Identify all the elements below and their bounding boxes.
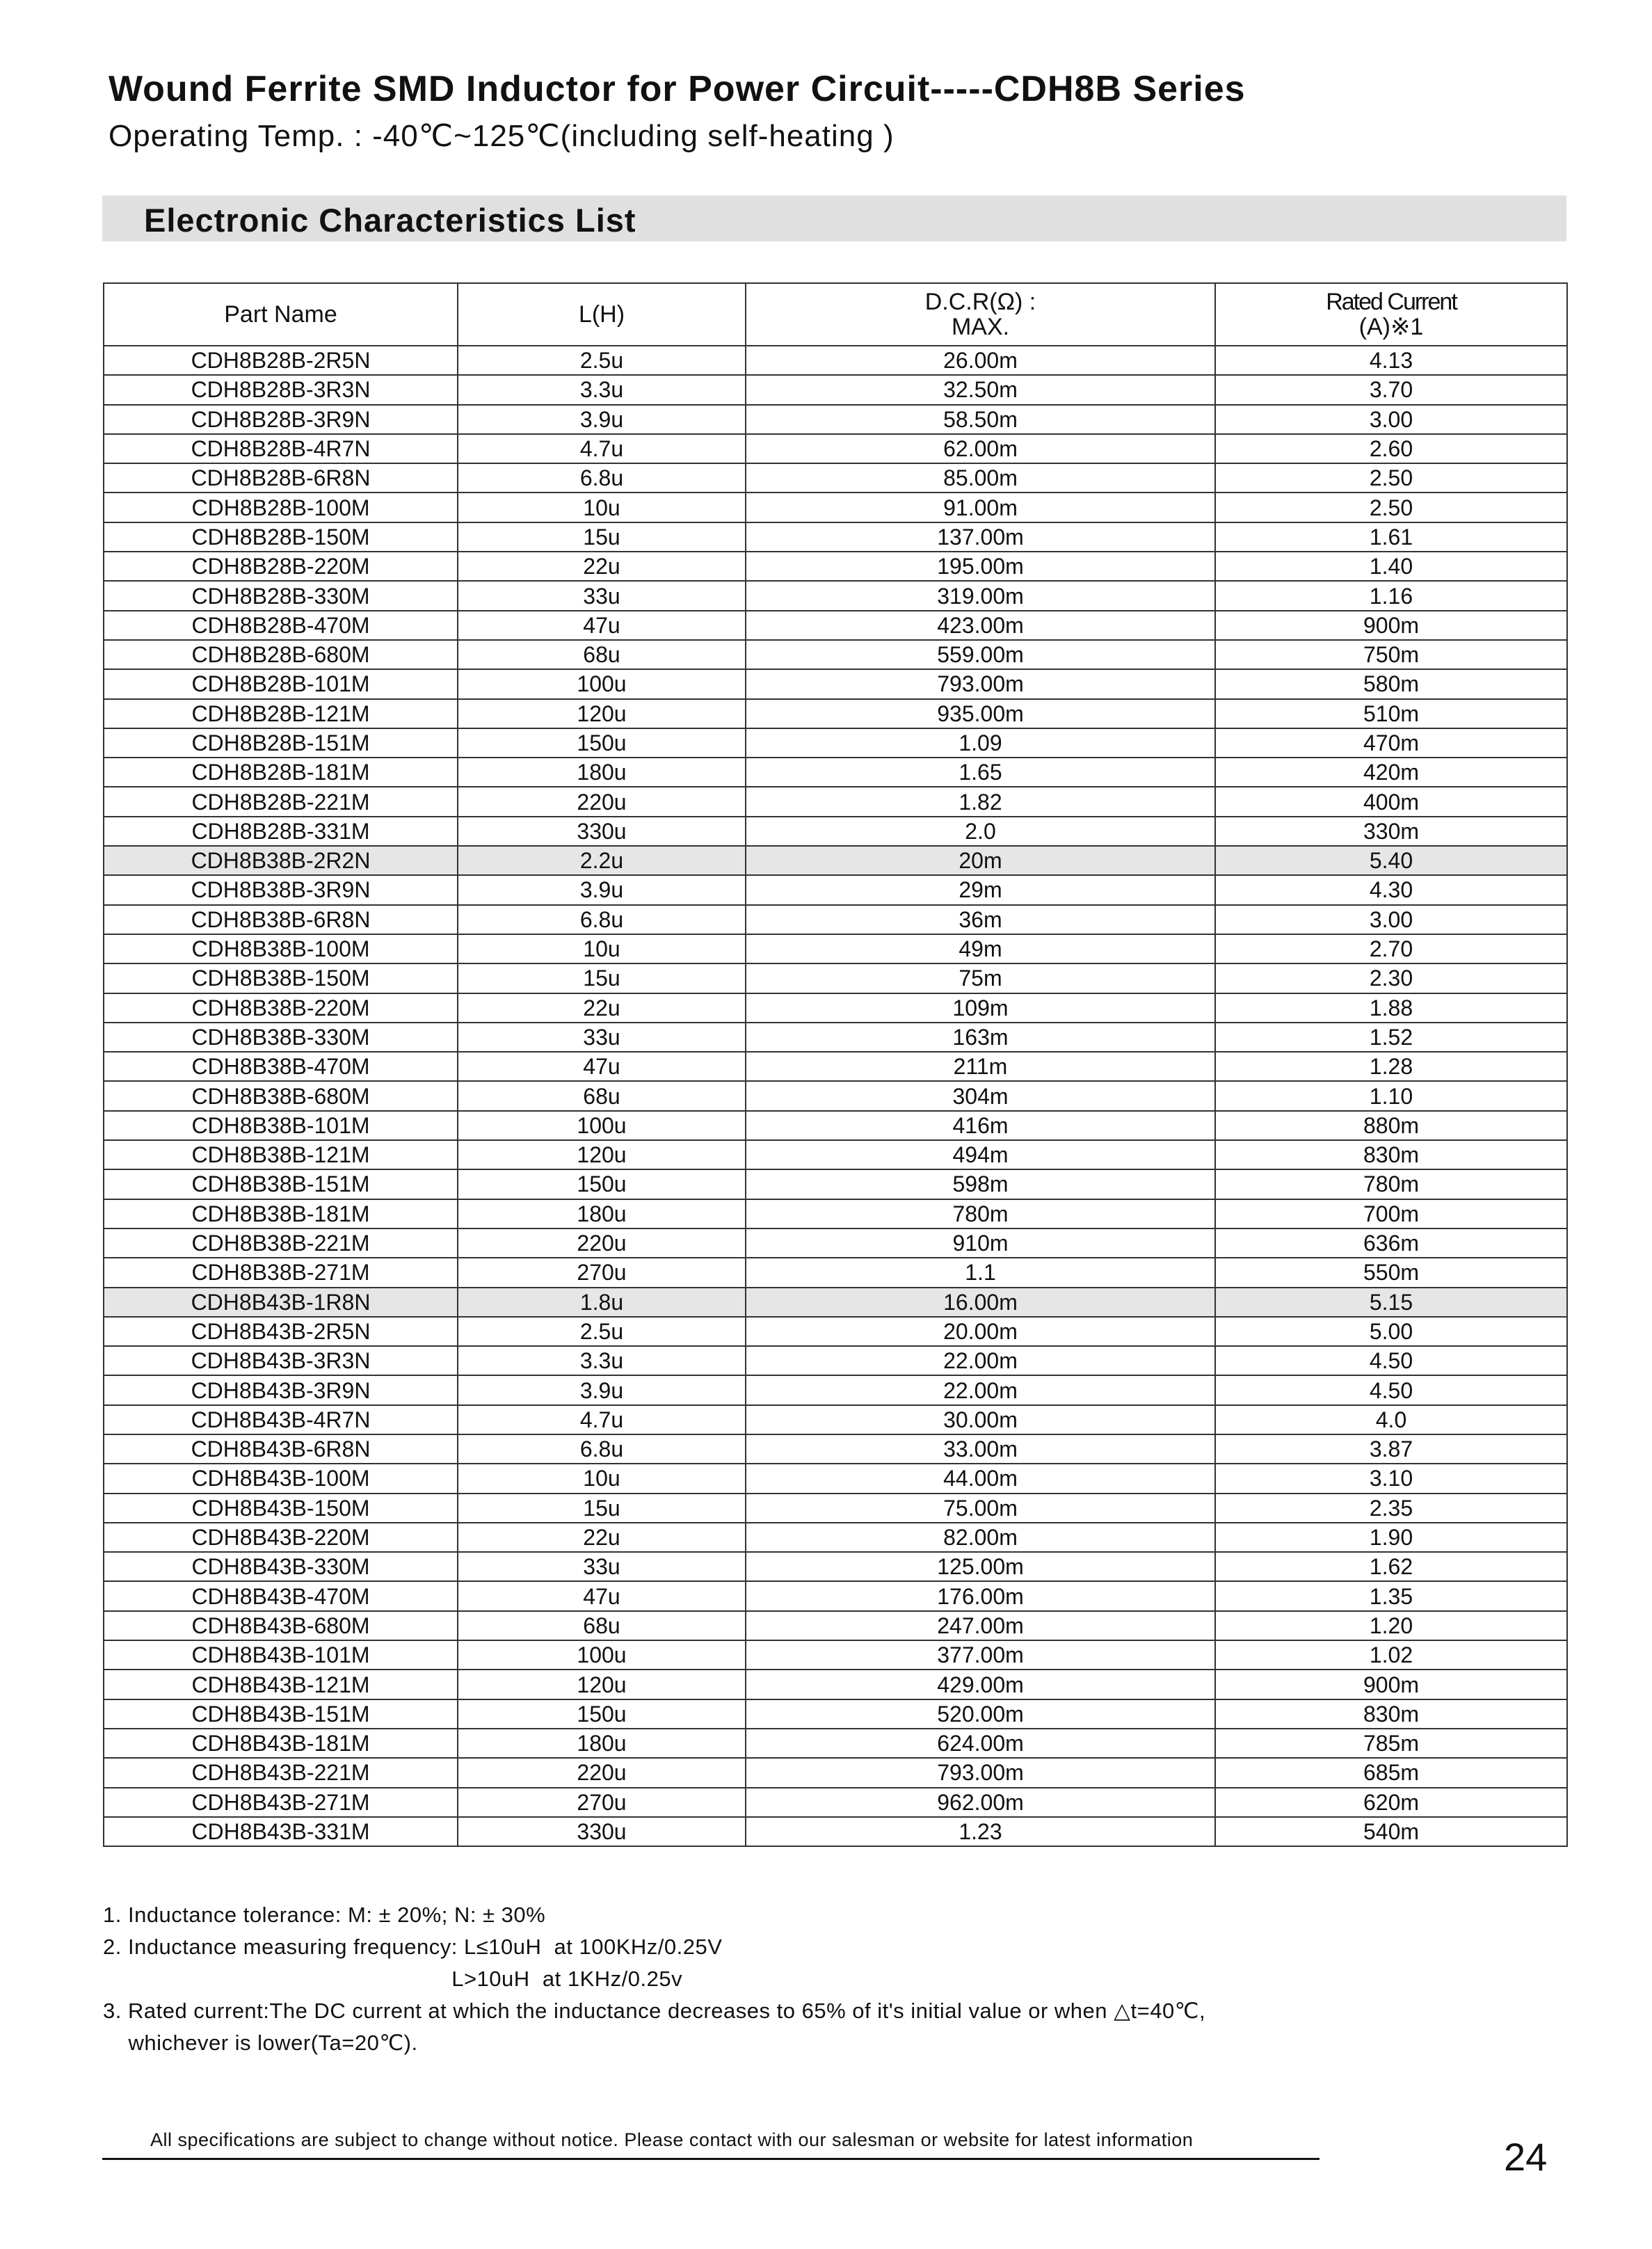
cell-inductance: 1.8u: [458, 1288, 746, 1317]
cell-rated-current: 5.15: [1215, 1288, 1567, 1317]
cell-part-name: CDH8B38B-680M: [104, 1081, 458, 1110]
cell-rated-current: 780m: [1215, 1169, 1567, 1199]
header-dcr: [746, 283, 1215, 346]
cell-part-name: CDH8B43B-220M: [104, 1523, 458, 1552]
cell-dcr: 109m: [746, 993, 1215, 1023]
cell-dcr: 319.00m: [746, 581, 1215, 610]
cell-dcr: 377.00m: [746, 1640, 1215, 1670]
cell-part-name: CDH8B28B-181M: [104, 758, 458, 787]
table-row: [104, 1670, 1567, 1699]
cell-part-name: CDH8B38B-2R2N: [104, 846, 458, 875]
cell-inductance: 270u: [458, 1258, 746, 1287]
cell-rated-current: 3.00: [1215, 405, 1567, 434]
cell-inductance: 120u: [458, 1670, 746, 1699]
cell-part-name: CDH8B28B-221M: [104, 787, 458, 816]
table-row: [104, 1611, 1567, 1640]
cell-rated-current: 1.88: [1215, 993, 1567, 1023]
note-line: L>10uH at 1KHz/0.25v: [103, 1967, 683, 1991]
cell-part-name: CDH8B43B-3R9N: [104, 1375, 458, 1404]
cell-inductance: 68u: [458, 640, 746, 669]
cell-dcr: 304m: [746, 1081, 1215, 1110]
cell-dcr: 1.09: [746, 728, 1215, 758]
cell-dcr: 247.00m: [746, 1611, 1215, 1640]
table-row: [104, 963, 1567, 993]
cell-dcr: 29m: [746, 875, 1215, 904]
cell-part-name: CDH8B43B-150M: [104, 1494, 458, 1523]
cell-dcr: 137.00m: [746, 522, 1215, 552]
table-row: [104, 1729, 1567, 1758]
table-row: [104, 1346, 1567, 1375]
cell-inductance: 3.3u: [458, 1346, 746, 1375]
cell-inductance: 68u: [458, 1081, 746, 1110]
cell-dcr: 49m: [746, 934, 1215, 963]
cell-dcr: 32.50m: [746, 375, 1215, 404]
cell-rated-current: 2.60: [1215, 434, 1567, 463]
table-row: [104, 552, 1567, 581]
cell-part-name: CDH8B38B-470M: [104, 1052, 458, 1081]
cell-inductance: 330u: [458, 817, 746, 846]
cell-part-name: CDH8B43B-221M: [104, 1758, 458, 1787]
section-header-bar: [102, 195, 1566, 241]
cell-rated-current: 1.52: [1215, 1023, 1567, 1052]
table-row: [104, 875, 1567, 904]
cell-inductance: 47u: [458, 611, 746, 640]
cell-inductance: 150u: [458, 1169, 746, 1199]
cell-rated-current: 4.50: [1215, 1346, 1567, 1375]
cell-dcr: 416m: [746, 1111, 1215, 1140]
cell-rated-current: 1.16: [1215, 581, 1567, 610]
note-line: 1. Inductance tolerance: M: ± 20%; N: ± 30%: [103, 1903, 546, 1927]
cell-dcr: 962.00m: [746, 1788, 1215, 1817]
table-row: [104, 1375, 1567, 1404]
cell-dcr: 33.00m: [746, 1434, 1215, 1464]
cell-part-name: CDH8B38B-271M: [104, 1258, 458, 1287]
cell-rated-current: 1.35: [1215, 1581, 1567, 1610]
cell-inductance: 100u: [458, 669, 746, 698]
footer-disclaimer: All specifications are subject to change without notice. Please contact with our salesman or website for latest information: [150, 2129, 1194, 2150]
cell-rated-current: 750m: [1215, 640, 1567, 669]
cell-inductance: 2.5u: [458, 1317, 746, 1346]
table-row: [104, 1199, 1567, 1228]
note-line: 2. Inductance measuring frequency: L≤10uH at 100KHz/0.25V: [103, 1935, 723, 1959]
table-row: [104, 1788, 1567, 1817]
cell-rated-current: 2.50: [1215, 493, 1567, 522]
cell-rated-current: 4.0: [1215, 1405, 1567, 1434]
cell-rated-current: 1.20: [1215, 1611, 1567, 1640]
cell-part-name: CDH8B38B-150M: [104, 963, 458, 993]
cell-inductance: 6.8u: [458, 463, 746, 493]
cell-rated-current: 470m: [1215, 728, 1567, 758]
cell-rated-current: 1.62: [1215, 1552, 1567, 1581]
cell-rated-current: 785m: [1215, 1729, 1567, 1758]
cell-inductance: 6.8u: [458, 905, 746, 934]
cell-inductance: 33u: [458, 1023, 746, 1052]
table-row: [104, 787, 1567, 816]
cell-part-name: CDH8B43B-6R8N: [104, 1434, 458, 1464]
cell-part-name: CDH8B38B-6R8N: [104, 905, 458, 934]
cell-inductance: 330u: [458, 1817, 746, 1846]
cell-part-name: CDH8B28B-470M: [104, 611, 458, 640]
cell-part-name: CDH8B28B-4R7N: [104, 434, 458, 463]
cell-rated-current: 1.28: [1215, 1052, 1567, 1081]
cell-part-name: CDH8B38B-181M: [104, 1199, 458, 1228]
cell-rated-current: 1.10: [1215, 1081, 1567, 1110]
page-number: 24: [1504, 2135, 1548, 2179]
header-current-line1: Rated Current: [1326, 289, 1457, 315]
cell-dcr: 125.00m: [746, 1552, 1215, 1581]
cell-dcr: 58.50m: [746, 405, 1215, 434]
cell-rated-current: 3.10: [1215, 1464, 1567, 1493]
cell-part-name: CDH8B43B-680M: [104, 1611, 458, 1640]
cell-dcr: 429.00m: [746, 1670, 1215, 1699]
cell-rated-current: 550m: [1215, 1258, 1567, 1287]
cell-dcr: 935.00m: [746, 699, 1215, 728]
table-row: [104, 993, 1567, 1023]
cell-part-name: CDH8B43B-2R5N: [104, 1317, 458, 1346]
table-row: [104, 1052, 1567, 1081]
cell-dcr: 16.00m: [746, 1288, 1215, 1317]
cell-part-name: CDH8B43B-100M: [104, 1464, 458, 1493]
cell-part-name: CDH8B28B-331M: [104, 817, 458, 846]
cell-part-name: CDH8B43B-271M: [104, 1788, 458, 1817]
cell-rated-current: 1.40: [1215, 552, 1567, 581]
cell-part-name: CDH8B28B-121M: [104, 699, 458, 728]
cell-inductance: 47u: [458, 1052, 746, 1081]
cell-part-name: CDH8B28B-6R8N: [104, 463, 458, 493]
cell-dcr: 20.00m: [746, 1317, 1215, 1346]
cell-inductance: 3.9u: [458, 1375, 746, 1404]
cell-part-name: CDH8B28B-220M: [104, 552, 458, 581]
cell-rated-current: 400m: [1215, 787, 1567, 816]
cell-inductance: 220u: [458, 1758, 746, 1787]
header-dcr-line2: MAX.: [951, 314, 1010, 340]
cell-rated-current: 510m: [1215, 699, 1567, 728]
cell-dcr: 559.00m: [746, 640, 1215, 669]
cell-dcr: 793.00m: [746, 669, 1215, 698]
cell-inductance: 22u: [458, 552, 746, 581]
cell-inductance: 4.7u: [458, 1405, 746, 1434]
cell-part-name: CDH8B43B-3R3N: [104, 1346, 458, 1375]
note-line: 3. Rated current:The DC current at which the inductance decreases to 65% of it's initial value or when △t=40℃,: [103, 1999, 1206, 2023]
table-row: [104, 1317, 1567, 1346]
cell-dcr: 793.00m: [746, 1758, 1215, 1787]
header-rated-current: [1215, 283, 1567, 346]
header-part-name: Part Name: [104, 283, 458, 346]
cell-rated-current: 1.90: [1215, 1523, 1567, 1552]
cell-inductance: 22u: [458, 1523, 746, 1552]
cell-part-name: CDH8B43B-330M: [104, 1552, 458, 1581]
cell-part-name: CDH8B43B-101M: [104, 1640, 458, 1670]
table-row: [104, 1169, 1567, 1199]
table-row: [104, 1817, 1567, 1846]
cell-rated-current: 636m: [1215, 1228, 1567, 1258]
cell-dcr: 624.00m: [746, 1729, 1215, 1758]
cell-inductance: 15u: [458, 1494, 746, 1523]
cell-dcr: 75m: [746, 963, 1215, 993]
table-row: [104, 817, 1567, 846]
cell-part-name: CDH8B38B-101M: [104, 1111, 458, 1140]
table-row: [104, 522, 1567, 552]
cell-part-name: CDH8B38B-330M: [104, 1023, 458, 1052]
cell-part-name: CDH8B38B-220M: [104, 993, 458, 1023]
cell-dcr: 1.23: [746, 1817, 1215, 1846]
cell-dcr: 211m: [746, 1052, 1215, 1081]
cell-rated-current: 2.30: [1215, 963, 1567, 993]
cell-part-name: CDH8B38B-121M: [104, 1140, 458, 1169]
cell-inductance: 33u: [458, 1552, 746, 1581]
table-row: [104, 669, 1567, 698]
table-row: [104, 1434, 1567, 1464]
cell-inductance: 270u: [458, 1788, 746, 1817]
cell-inductance: 15u: [458, 522, 746, 552]
cell-part-name: CDH8B38B-100M: [104, 934, 458, 963]
cell-part-name: CDH8B38B-151M: [104, 1169, 458, 1199]
table-row: [104, 640, 1567, 669]
cell-dcr: 1.1: [746, 1258, 1215, 1287]
characteristics-table: [103, 282, 1568, 1847]
cell-rated-current: 685m: [1215, 1758, 1567, 1787]
table-row: [104, 758, 1567, 787]
cell-rated-current: 330m: [1215, 817, 1567, 846]
table-row: [104, 1640, 1567, 1670]
table-header-row: [104, 283, 1567, 346]
table-row: [104, 905, 1567, 934]
cell-rated-current: 540m: [1215, 1817, 1567, 1846]
cell-rated-current: 2.35: [1215, 1494, 1567, 1523]
table-row: [104, 1081, 1567, 1110]
cell-rated-current: 5.00: [1215, 1317, 1567, 1346]
cell-inductance: 3.3u: [458, 375, 746, 404]
cell-dcr: 195.00m: [746, 552, 1215, 581]
cell-inductance: 47u: [458, 1581, 746, 1610]
cell-inductance: 3.9u: [458, 405, 746, 434]
table-row: [104, 405, 1567, 434]
cell-inductance: 100u: [458, 1640, 746, 1670]
table-row: [104, 493, 1567, 522]
table-row: [104, 1140, 1567, 1169]
cell-inductance: 33u: [458, 581, 746, 610]
cell-inductance: 22u: [458, 993, 746, 1023]
page-title: Wound Ferrite SMD Inductor for Power Circuit-----CDH8B Series: [109, 69, 1246, 109]
cell-rated-current: 4.13: [1215, 346, 1567, 375]
cell-rated-current: 1.61: [1215, 522, 1567, 552]
cell-dcr: 163m: [746, 1023, 1215, 1052]
cell-part-name: CDH8B28B-150M: [104, 522, 458, 552]
cell-inductance: 15u: [458, 963, 746, 993]
table-row: [104, 1111, 1567, 1140]
cell-rated-current: 4.50: [1215, 1375, 1567, 1404]
cell-part-name: CDH8B43B-181M: [104, 1729, 458, 1758]
cell-part-name: CDH8B28B-3R3N: [104, 375, 458, 404]
cell-dcr: 82.00m: [746, 1523, 1215, 1552]
cell-dcr: 423.00m: [746, 611, 1215, 640]
cell-dcr: 91.00m: [746, 493, 1215, 522]
table-row: [104, 1464, 1567, 1493]
cell-inductance: 68u: [458, 1611, 746, 1640]
cell-inductance: 10u: [458, 1464, 746, 1493]
cell-part-name: CDH8B28B-3R9N: [104, 405, 458, 434]
cell-part-name: CDH8B28B-151M: [104, 728, 458, 758]
table-row: [104, 846, 1567, 875]
header-dcr-line1: D.C.R(Ω) :: [924, 289, 1036, 315]
table-row: [104, 1494, 1567, 1523]
cell-dcr: 62.00m: [746, 434, 1215, 463]
cell-part-name: CDH8B43B-151M: [104, 1699, 458, 1729]
footer-divider: [102, 2158, 1320, 2160]
table-row: [104, 1699, 1567, 1729]
cell-rated-current: 5.40: [1215, 846, 1567, 875]
cell-rated-current: 420m: [1215, 758, 1567, 787]
cell-inductance: 220u: [458, 1228, 746, 1258]
cell-rated-current: 900m: [1215, 1670, 1567, 1699]
table-row: [104, 611, 1567, 640]
section-title: Electronic Characteristics List: [144, 202, 636, 239]
cell-inductance: 4.7u: [458, 434, 746, 463]
cell-dcr: 598m: [746, 1169, 1215, 1199]
table-row: [104, 463, 1567, 493]
table-row: [104, 1023, 1567, 1052]
cell-rated-current: 900m: [1215, 611, 1567, 640]
cell-rated-current: 2.70: [1215, 934, 1567, 963]
table-row: [104, 346, 1567, 375]
cell-inductance: 6.8u: [458, 1434, 746, 1464]
header-current-line2: (A)※1: [1358, 314, 1424, 340]
note-line: whichever is lower(Ta=20℃).: [103, 2031, 418, 2055]
cell-part-name: CDH8B28B-330M: [104, 581, 458, 610]
cell-inductance: 3.9u: [458, 875, 746, 904]
cell-part-name: CDH8B43B-1R8N: [104, 1288, 458, 1317]
cell-dcr: 85.00m: [746, 463, 1215, 493]
cell-rated-current: 830m: [1215, 1699, 1567, 1729]
cell-part-name: CDH8B38B-221M: [104, 1228, 458, 1258]
table-row: [104, 1552, 1567, 1581]
cell-inductance: 120u: [458, 1140, 746, 1169]
cell-part-name: CDH8B43B-470M: [104, 1581, 458, 1610]
notes-section: [103, 1899, 1205, 2059]
cell-inductance: 150u: [458, 1699, 746, 1729]
cell-part-name: CDH8B28B-100M: [104, 493, 458, 522]
table-row: [104, 1228, 1567, 1258]
cell-part-name: CDH8B43B-331M: [104, 1817, 458, 1846]
cell-rated-current: 3.00: [1215, 905, 1567, 934]
cell-dcr: 494m: [746, 1140, 1215, 1169]
table-row: [104, 1288, 1567, 1317]
cell-inductance: 100u: [458, 1111, 746, 1140]
table-row: [104, 375, 1567, 404]
cell-dcr: 910m: [746, 1228, 1215, 1258]
cell-rated-current: 1.02: [1215, 1640, 1567, 1670]
cell-inductance: 10u: [458, 493, 746, 522]
cell-dcr: 36m: [746, 905, 1215, 934]
cell-inductance: 2.2u: [458, 846, 746, 875]
cell-rated-current: 880m: [1215, 1111, 1567, 1140]
cell-dcr: 2.0: [746, 817, 1215, 846]
cell-inductance: 180u: [458, 758, 746, 787]
cell-dcr: 520.00m: [746, 1699, 1215, 1729]
cell-dcr: 26.00m: [746, 346, 1215, 375]
cell-part-name: CDH8B28B-680M: [104, 640, 458, 669]
cell-part-name: CDH8B38B-3R9N: [104, 875, 458, 904]
table-row: [104, 1258, 1567, 1287]
table-row: [104, 434, 1567, 463]
cell-dcr: 1.82: [746, 787, 1215, 816]
table-row: [104, 728, 1567, 758]
operating-temp-subtitle: Operating Temp. : -40℃~125℃(including self-heating ): [109, 119, 895, 153]
cell-rated-current: 3.70: [1215, 375, 1567, 404]
cell-inductance: 220u: [458, 787, 746, 816]
cell-dcr: 1.65: [746, 758, 1215, 787]
table-row: [104, 1758, 1567, 1787]
cell-rated-current: 620m: [1215, 1788, 1567, 1817]
cell-dcr: 44.00m: [746, 1464, 1215, 1493]
table-row: [104, 1405, 1567, 1434]
cell-rated-current: 4.30: [1215, 875, 1567, 904]
cell-rated-current: 700m: [1215, 1199, 1567, 1228]
table-row: [104, 699, 1567, 728]
cell-inductance: 120u: [458, 699, 746, 728]
cell-inductance: 150u: [458, 728, 746, 758]
table-row: [104, 581, 1567, 610]
cell-rated-current: 3.87: [1215, 1434, 1567, 1464]
cell-rated-current: 830m: [1215, 1140, 1567, 1169]
cell-rated-current: 2.50: [1215, 463, 1567, 493]
cell-inductance: 10u: [458, 934, 746, 963]
table-row: [104, 934, 1567, 963]
cell-rated-current: 580m: [1215, 669, 1567, 698]
cell-dcr: 780m: [746, 1199, 1215, 1228]
cell-part-name: CDH8B28B-101M: [104, 669, 458, 698]
cell-part-name: CDH8B43B-4R7N: [104, 1405, 458, 1434]
cell-dcr: 30.00m: [746, 1405, 1215, 1434]
cell-dcr: 22.00m: [746, 1346, 1215, 1375]
cell-part-name: CDH8B28B-2R5N: [104, 346, 458, 375]
cell-inductance: 180u: [458, 1729, 746, 1758]
cell-dcr: 75.00m: [746, 1494, 1215, 1523]
table-body: [104, 346, 1567, 1846]
header-inductance: L(H): [458, 283, 746, 346]
cell-dcr: 176.00m: [746, 1581, 1215, 1610]
cell-inductance: 2.5u: [458, 346, 746, 375]
cell-dcr: 20m: [746, 846, 1215, 875]
table-row: [104, 1581, 1567, 1610]
cell-part-name: CDH8B43B-121M: [104, 1670, 458, 1699]
table-row: [104, 1523, 1567, 1552]
cell-inductance: 180u: [458, 1199, 746, 1228]
cell-dcr: 22.00m: [746, 1375, 1215, 1404]
